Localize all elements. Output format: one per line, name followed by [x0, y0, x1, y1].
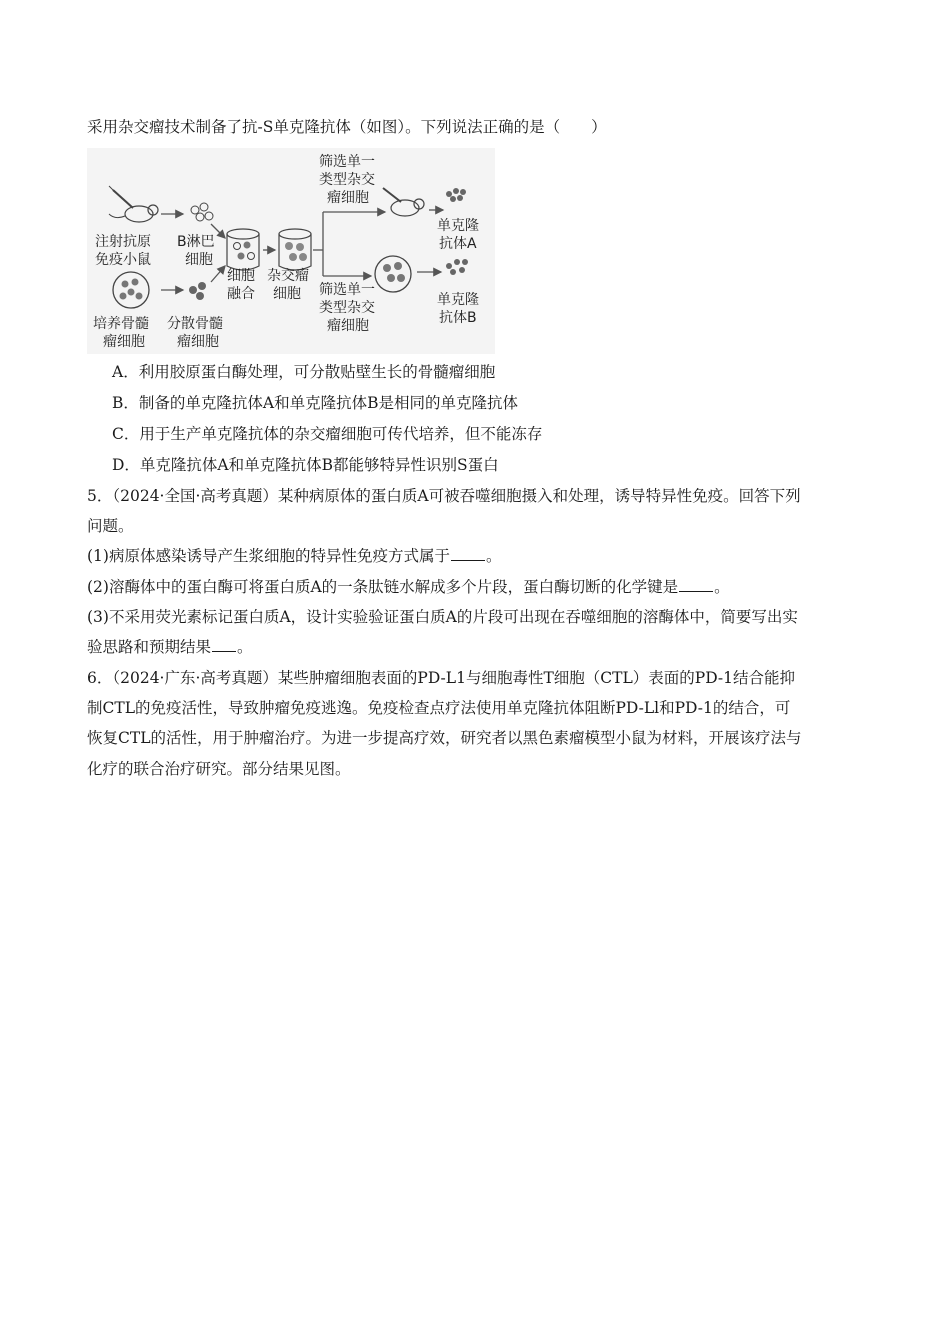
option-a: A．利用胶原蛋白酶处理，可分散贴壁生长的骨髓瘤细胞 — [112, 363, 496, 381]
label-ab-b-2: 抗体B — [439, 310, 477, 326]
q6-line-2: 制CTL的免疫活性，导致肿瘤免疫逃逸。免疫检查点疗法使用单克隆抗体阻断PD-Ll和PD-1的结合，可 — [87, 699, 791, 717]
label-culture-1: 培养骨髓 — [93, 316, 149, 332]
q6-line-3: 恢复CTL的活性，用于肿瘤治疗。为进一步提高疗效，研究者以黑色素瘤模型小鼠为材料，开展该疗法与 — [87, 729, 802, 747]
label-fusion-2: 融合 — [227, 286, 255, 302]
label-screen-a-3: 瘤细胞 — [327, 190, 369, 206]
option-c: C．用于生产单克隆抗体的杂交瘤细胞可传代培养，但不能冻存 — [112, 425, 543, 443]
label-screen-a-2: 类型杂交 — [319, 172, 375, 188]
option-d: D．单克隆抗体A和单克隆抗体B都能够特异性识别S蛋白 — [112, 456, 499, 474]
label-b-2: 细胞 — [185, 252, 213, 268]
q6-line-1: 6．（2024·广东·高考真题）某些肿瘤细胞表面的PD-L1与细胞毒性T细胞（CTL）表面的PD-1结合能抑 — [87, 669, 796, 687]
label-screen-b-3: 瘤细胞 — [327, 318, 369, 334]
answer-blank-1[interactable] — [451, 546, 485, 561]
label-inject-1: 注射抗原 — [95, 234, 151, 250]
q5-part-1-end: 。 — [485, 547, 502, 565]
q5-part-1 — [87, 546, 501, 566]
label-inject-2: 免疫小鼠 — [95, 252, 151, 268]
label-screen-b-1: 筛选单一 — [319, 282, 375, 298]
label-screen-a-1: 筛选单一 — [319, 154, 375, 170]
label-hybrid-1: 杂交瘤 — [267, 268, 309, 284]
q5-part-2-end: 。 — [714, 578, 730, 596]
label-ab-a-1: 单克隆 — [437, 218, 479, 234]
q6-line-4: 化疗的联合治疗研究。部分结果见图。 — [87, 760, 351, 778]
answer-blank-3[interactable] — [212, 637, 236, 652]
q5-part-2 — [87, 577, 730, 597]
label-hybrid-2: 细胞 — [273, 286, 301, 302]
label-ab-b-1: 单克隆 — [437, 292, 479, 308]
label-disperse-2: 瘤细胞 — [177, 334, 219, 350]
q5-part-3-line-1: (3)不采用荧光素标记蛋白质A，设计实验验证蛋白质A的片段可出现在吞噬细胞的溶酶体中，简要写出实 — [87, 608, 798, 626]
hybridoma-diagram — [87, 148, 495, 354]
hybridoma-diagram-svg — [87, 148, 495, 354]
q5-part-1-text: (1)病原体感染诱导产生浆细胞的特异性免疫方式属于 — [87, 547, 450, 565]
label-disperse-1: 分散骨髓 — [167, 316, 223, 332]
label-screen-b-2: 类型杂交 — [319, 300, 375, 316]
q5-part-3-text: 验思路和预期结果 — [87, 638, 212, 656]
question-intro: 采用杂交瘤技术制备了抗-S单克隆抗体（如图）。下列说法正确的是（ ） — [87, 118, 607, 136]
q5-part-3-end: 。 — [237, 638, 253, 656]
label-culture-2: 瘤细胞 — [103, 334, 145, 350]
q5-line-1: 5．（2024·全国·高考真题）某种病原体的蛋白质A可被吞噬细胞摄入和处理，诱导特异性免疫。回答下列 — [87, 487, 801, 505]
option-b: B．制备的单克隆抗体A和单克隆抗体B是相同的单克隆抗体 — [112, 394, 518, 412]
label-fusion-1: 细胞 — [227, 268, 255, 284]
q5-part-3-line-2 — [87, 637, 253, 657]
q5-part-2-text: (2)溶酶体中的蛋白酶可将蛋白质A的一条肽链水解成多个片段，蛋白酶切断的化学键是 — [87, 578, 679, 596]
q5-line-2: 问题。 — [87, 517, 134, 535]
label-b-1: B淋巴 — [177, 234, 215, 250]
label-ab-a-2: 抗体A — [439, 236, 477, 252]
answer-blank-2[interactable] — [679, 577, 713, 592]
